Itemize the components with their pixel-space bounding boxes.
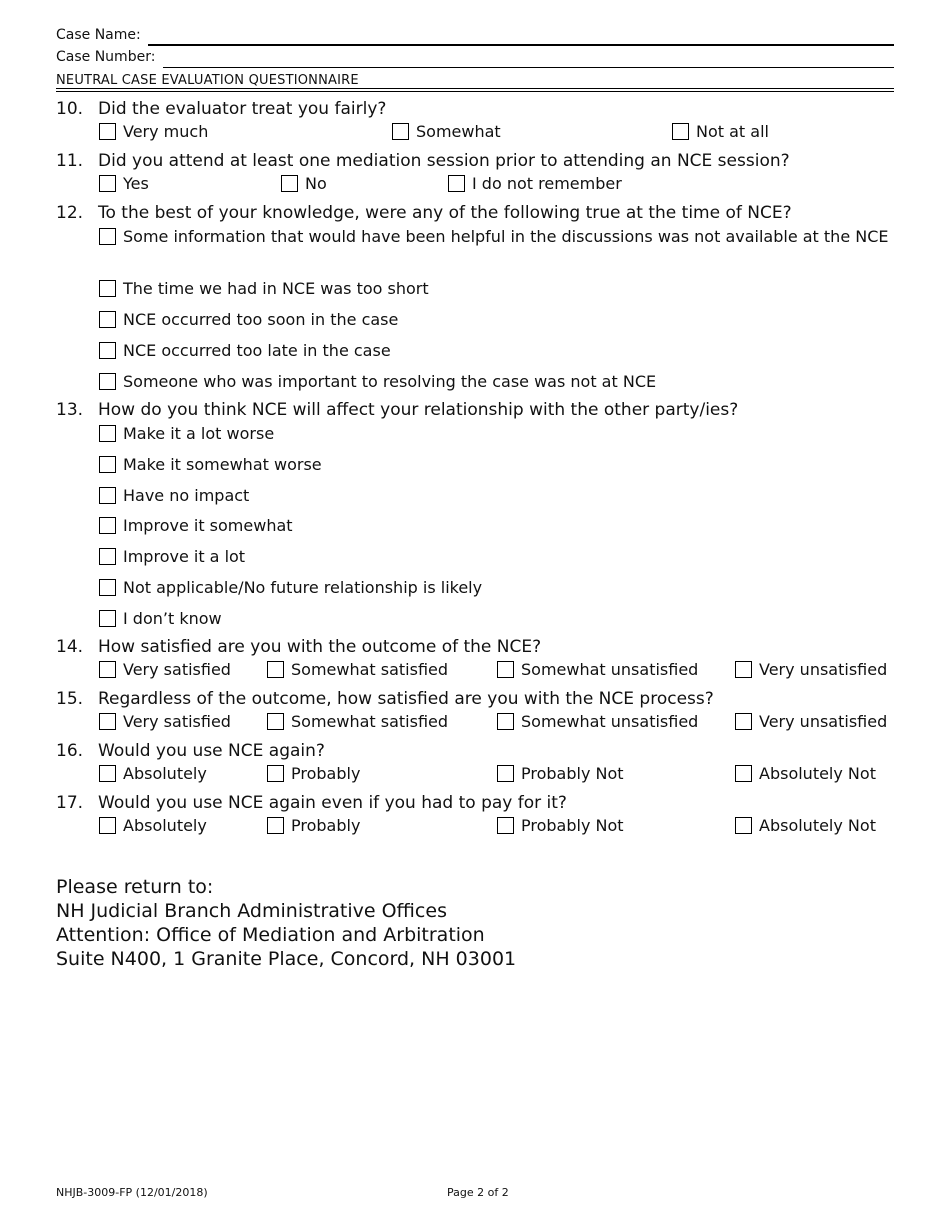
checkbox[interactable]: [99, 517, 116, 534]
checkbox[interactable]: [735, 661, 752, 678]
q14-option-very-unsatisfied[interactable]: Very unsatisfied: [735, 660, 887, 679]
title-divider-bottom: [56, 91, 894, 92]
checkbox[interactable]: [99, 280, 116, 297]
question-number: 12.: [56, 203, 84, 223]
q14-option-very-satisfied[interactable]: Very satisfied: [99, 660, 231, 679]
q14-option-somewhat-satisfied[interactable]: Somewhat satisfied: [267, 660, 448, 679]
q11-option-yes[interactable]: Yes: [99, 174, 149, 193]
return-line: Attention: Office of Mediation and Arbitration: [56, 924, 485, 946]
q15-option-somewhat-unsatisfied[interactable]: Somewhat unsatisfied: [497, 712, 698, 731]
q17-option-probably-not[interactable]: Probably Not: [497, 816, 624, 835]
question-text: Would you use NCE again even if you had to pay for it?: [98, 793, 567, 813]
checkbox[interactable]: [99, 456, 116, 473]
q16-option-probably-not[interactable]: Probably Not: [497, 764, 624, 783]
checkbox[interactable]: [99, 373, 116, 390]
checkbox[interactable]: [99, 765, 116, 782]
q12-option-info-not-available[interactable]: Some information that would have been helpful in the discussions was not available at the NCE: [99, 227, 889, 247]
title-divider-top: [56, 88, 894, 89]
page-number: Page 2 of 2: [447, 1186, 509, 1199]
q16-option-absolutely-not[interactable]: Absolutely Not: [735, 764, 876, 783]
return-line: Suite N400, 1 Granite Place, Concord, NH 03001: [56, 948, 517, 970]
checkbox[interactable]: [497, 817, 514, 834]
checkbox[interactable]: [99, 425, 116, 442]
checkbox[interactable]: [672, 123, 689, 140]
q16-option-absolutely[interactable]: Absolutely: [99, 764, 207, 783]
q10-option-very-much[interactable]: Very much: [99, 122, 208, 141]
q15-option-somewhat-satisfied[interactable]: Somewhat satisfied: [267, 712, 448, 731]
q11-option-no[interactable]: No: [281, 174, 327, 193]
q12-option-too-late[interactable]: NCE occurred too late in the case: [99, 341, 391, 360]
question-text: How do you think NCE will affect your relationship with the other party/ies?: [98, 400, 739, 420]
question-text: Did the evaluator treat you fairly?: [98, 99, 387, 119]
form-id: NHJB-3009-FP (12/01/2018): [56, 1186, 208, 1199]
question-text: Did you attend at least one mediation session prior to attending an NCE session?: [98, 151, 790, 171]
checkbox[interactable]: [267, 817, 284, 834]
checkbox[interactable]: [99, 123, 116, 140]
question-number: 14.: [56, 637, 84, 657]
q11-option-do-not-remember[interactable]: I do not remember: [448, 174, 622, 193]
q13-option-lot-worse[interactable]: Make it a lot worse: [99, 424, 274, 443]
checkbox[interactable]: [99, 342, 116, 359]
q10-option-not-at-all[interactable]: Not at all: [672, 122, 769, 141]
checkbox[interactable]: [99, 548, 116, 565]
q13-option-improve-lot[interactable]: Improve it a lot: [99, 547, 245, 566]
question-text: Regardless of the outcome, how satisfied are you with the NCE process?: [98, 689, 714, 709]
checkbox[interactable]: [392, 123, 409, 140]
q14-option-somewhat-unsatisfied[interactable]: Somewhat unsatisfied: [497, 660, 698, 679]
checkbox[interactable]: [267, 661, 284, 678]
checkbox[interactable]: [735, 713, 752, 730]
checkbox[interactable]: [99, 175, 116, 192]
q12-option-too-soon[interactable]: NCE occurred too soon in the case: [99, 310, 398, 329]
question-text: How satisfied are you with the outcome of the NCE?: [98, 637, 542, 657]
q13-option-not-applicable[interactable]: Not applicable/No future relationship is likely: [99, 578, 482, 597]
checkbox[interactable]: [267, 765, 284, 782]
checkbox[interactable]: [735, 765, 752, 782]
form-title: NEUTRAL CASE EVALUATION QUESTIONNAIRE: [56, 73, 359, 88]
q12-option-time-too-short[interactable]: The time we had in NCE was too short: [99, 279, 429, 298]
q17-option-probably[interactable]: Probably: [267, 816, 360, 835]
question-number: 13.: [56, 400, 84, 420]
q13-option-somewhat-worse[interactable]: Make it somewhat worse: [99, 455, 322, 474]
checkbox[interactable]: [99, 579, 116, 596]
return-line: NH Judicial Branch Administrative Offices: [56, 900, 447, 922]
q15-option-very-unsatisfied[interactable]: Very unsatisfied: [735, 712, 887, 731]
checkbox[interactable]: [99, 661, 116, 678]
checkbox[interactable]: [497, 765, 514, 782]
checkbox[interactable]: [99, 487, 116, 504]
return-line: Please return to:: [56, 876, 214, 898]
q17-option-absolutely-not[interactable]: Absolutely Not: [735, 816, 876, 835]
q13-option-dont-know[interactable]: I don’t know: [99, 609, 222, 628]
q12-option-someone-missing[interactable]: Someone who was important to resolving the case was not at NCE: [99, 372, 656, 391]
question-number: 17.: [56, 793, 84, 813]
q13-option-no-impact[interactable]: Have no impact: [99, 486, 249, 505]
checkbox[interactable]: [99, 713, 116, 730]
checkbox[interactable]: [735, 817, 752, 834]
checkbox[interactable]: [267, 713, 284, 730]
case-name-label: Case Name:: [56, 27, 141, 43]
question-number: 15.: [56, 689, 84, 709]
question-text: To the best of your knowledge, were any of the following true at the time of NCE?: [98, 203, 792, 223]
checkbox[interactable]: [448, 175, 465, 192]
checkbox[interactable]: [99, 610, 116, 627]
case-name-field[interactable]: [148, 44, 894, 46]
case-number-field[interactable]: [163, 67, 894, 68]
q13-option-improve-somewhat[interactable]: Improve it somewhat: [99, 516, 293, 535]
checkbox[interactable]: [99, 228, 116, 245]
question-number: 11.: [56, 151, 84, 171]
checkbox[interactable]: [99, 311, 116, 328]
checkbox[interactable]: [281, 175, 298, 192]
question-text: Would you use NCE again?: [98, 741, 325, 761]
return-address: [56, 875, 516, 971]
checkbox[interactable]: [497, 661, 514, 678]
case-number-label: Case Number:: [56, 49, 156, 65]
q16-option-probably[interactable]: Probably: [267, 764, 360, 783]
checkbox[interactable]: [99, 817, 116, 834]
question-number: 16.: [56, 741, 84, 761]
q17-option-absolutely[interactable]: Absolutely: [99, 816, 207, 835]
question-number: 10.: [56, 99, 84, 119]
q10-option-somewhat[interactable]: Somewhat: [392, 122, 501, 141]
checkbox[interactable]: [497, 713, 514, 730]
q15-option-very-satisfied[interactable]: Very satisfied: [99, 712, 231, 731]
